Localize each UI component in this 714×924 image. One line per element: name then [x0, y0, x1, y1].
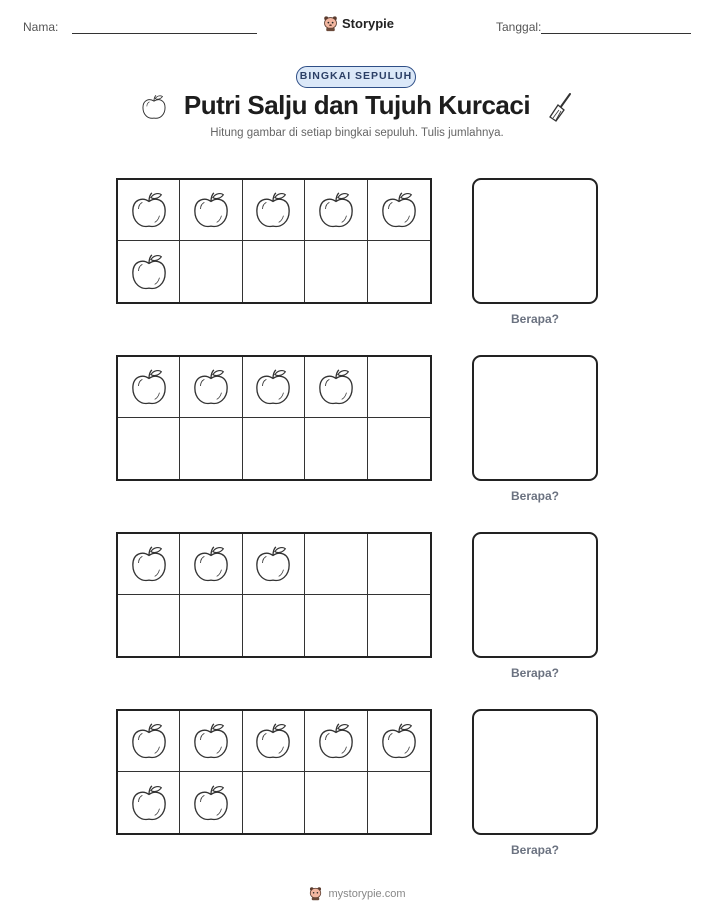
frame-cell	[368, 534, 430, 595]
frame-cell	[118, 357, 180, 418]
broom-icon	[548, 91, 574, 123]
frame-cell	[368, 357, 430, 418]
frame-cell	[243, 357, 305, 418]
frame-cell	[368, 180, 430, 241]
brand-logo	[322, 13, 394, 33]
frame-cell	[180, 711, 242, 772]
apple-icon	[317, 721, 355, 761]
apple-icon	[130, 367, 168, 407]
storypie-mascot-icon	[322, 15, 339, 32]
frame-cell	[180, 772, 242, 833]
frame-cell	[305, 772, 367, 833]
frame-cell	[305, 418, 367, 479]
frame-cell	[305, 595, 367, 656]
frame-cell	[305, 180, 367, 241]
frame-cell	[305, 241, 367, 302]
frame-cell	[243, 418, 305, 479]
frame-cell	[118, 772, 180, 833]
frame-cell	[243, 180, 305, 241]
frame-cell	[180, 534, 242, 595]
answer-label-4: Berapa?	[510, 843, 560, 857]
frame-cell	[368, 772, 430, 833]
frame-cell	[368, 711, 430, 772]
apple-icon	[130, 190, 168, 230]
apple-icon	[254, 544, 292, 584]
apple-icon	[254, 721, 292, 761]
apple-icon	[130, 783, 168, 823]
frame-cell	[118, 418, 180, 479]
frame-cell	[368, 418, 430, 479]
date-line[interactable]	[541, 33, 691, 34]
frame-cell	[180, 595, 242, 656]
frame-cell	[118, 711, 180, 772]
apple-icon	[130, 544, 168, 584]
apple-icon	[192, 544, 230, 584]
apple-icon	[254, 367, 292, 407]
frame-cell	[180, 241, 242, 302]
apple-icon	[380, 190, 418, 230]
frame-cell	[368, 595, 430, 656]
answer-label-2: Berapa?	[510, 489, 560, 503]
answer-box-2[interactable]	[472, 355, 598, 481]
answer-box-4[interactable]	[472, 709, 598, 835]
apple-icon	[317, 367, 355, 407]
frame-cell	[243, 241, 305, 302]
instructions: Hitung gambar di setiap bingkai sepuluh. Tulis jumlahnya.	[210, 127, 504, 139]
frame-cell	[305, 357, 367, 418]
frame-cell	[368, 241, 430, 302]
frame-cell	[118, 180, 180, 241]
frame-cell	[180, 180, 242, 241]
frame-cell	[243, 534, 305, 595]
ten-frame-4	[116, 709, 432, 835]
date-label: Tanggal:	[496, 20, 542, 34]
frame-cell	[118, 241, 180, 302]
brand-name: Storypie	[342, 15, 395, 31]
frame-cell	[118, 595, 180, 656]
frame-cell	[180, 418, 242, 479]
answer-box-1[interactable]	[472, 178, 598, 304]
answer-label-1: Berapa?	[510, 312, 560, 326]
frame-cell	[243, 595, 305, 656]
frame-cell	[305, 711, 367, 772]
frame-cell	[118, 534, 180, 595]
name-label: Nama:	[23, 20, 59, 34]
apple-icon	[254, 190, 292, 230]
frame-cell	[243, 711, 305, 772]
ten-frame-1	[116, 178, 432, 304]
footer-url[interactable]: mystorypie.com	[328, 887, 406, 900]
apple-icon	[192, 783, 230, 823]
ten-frame-2	[116, 355, 432, 481]
ten-frame-3	[116, 532, 432, 658]
frame-cell	[243, 772, 305, 833]
apple-icon	[317, 190, 355, 230]
name-line[interactable]	[72, 33, 257, 34]
apple-icon	[380, 721, 418, 761]
answer-box-3[interactable]	[472, 532, 598, 658]
apple-icon	[130, 252, 168, 292]
answer-label-3: Berapa?	[510, 666, 560, 680]
footer	[0, 886, 714, 901]
apple-icon	[192, 721, 230, 761]
frame-cell	[180, 357, 242, 418]
apple-icon	[130, 721, 168, 761]
worksheet-type-badge: BINGKAI SEPULUH	[296, 66, 416, 88]
storypie-mascot-icon	[308, 886, 323, 901]
frame-cell	[305, 534, 367, 595]
page-title: Putri Salju dan Tujuh Kurcaci	[183, 90, 531, 120]
apple-icon	[192, 367, 230, 407]
apple-icon	[192, 190, 230, 230]
